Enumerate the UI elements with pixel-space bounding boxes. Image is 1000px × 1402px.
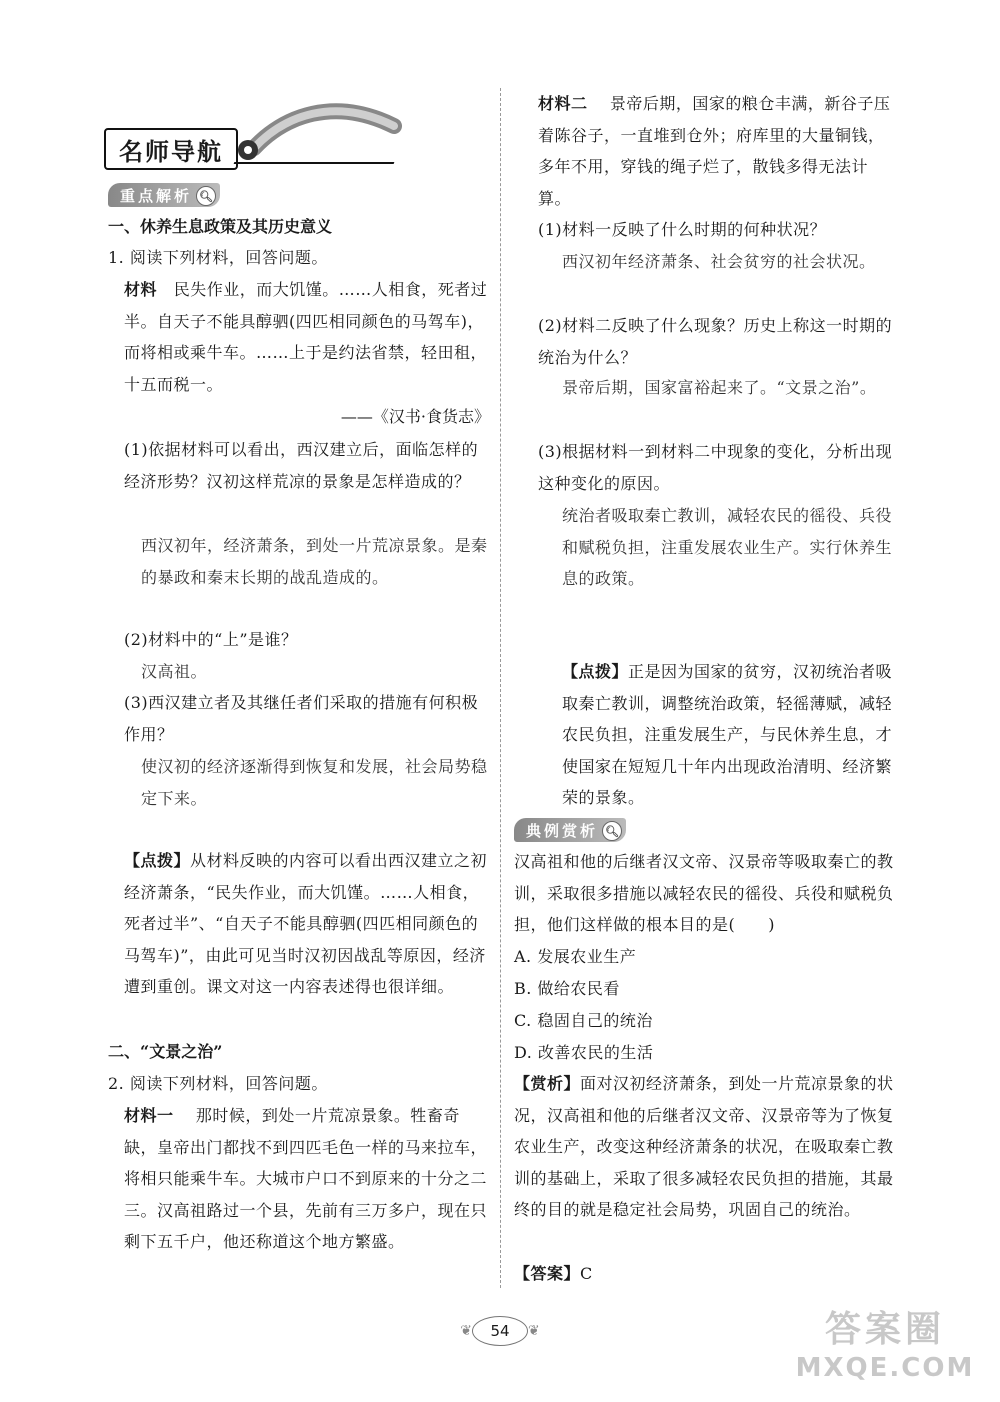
q1-intro: 1. 阅读下列材料，回答问题。 (108, 248, 328, 267)
q1-2-question: (2)材料中的“上”是谁？ (124, 630, 298, 649)
q1-2-answer: 汉高祖。 (141, 662, 208, 681)
magnifier-icon: 🔍︎ (602, 821, 622, 841)
ornament-left-icon: ❦ (460, 1323, 472, 1339)
q2-material1-text: 那时候，到处一片荒凉景象。牲畜奇缺，皇帝出门都找不到四匹毛色一样的马来拉车，将相只能乘牛车。大城市户口不到原来的十分之二三。汉高祖路过一个县，先前有三万多户，现在只剩下五千户，他还称道这个地方繁盛。 (124, 1106, 488, 1251)
q2-1-question: (1)材料一反映了什么时期的何种状况？ (538, 220, 827, 239)
banner-decoration-icon (224, 96, 404, 166)
section-banner (104, 118, 294, 172)
tag-key-analysis (108, 183, 220, 207)
q1-3-answer: 使汉初的经济逐渐得到恢复和发展，社会局势稳定下来。 (141, 757, 488, 808)
answer-value: C (580, 1264, 593, 1283)
tag-label: 典例赏析 (526, 821, 599, 840)
q1-3-question: (3)西汉建立者及其继任者们采取的措施有何积极作用？ (124, 693, 479, 744)
q2-tip-label: 【点拨】 (562, 662, 629, 681)
column-divider (500, 88, 501, 1288)
q2-2-answer: 景帝后期，国家富裕起来了。“文景之治”。 (562, 378, 877, 397)
tag-example-analysis (514, 818, 626, 842)
q2-tip-text: 正是因为国家的贫穷，汉初统治者吸取秦亡教训，调整统治政策，轻徭薄赋，减轻农民负担，注重发展生产，与民休养生息，才使国家在短短几十年内出现政治清明、经济繁荣的景象。 (562, 662, 893, 807)
watermark-line2: MXQE.COM (795, 1353, 975, 1383)
option-c: C. 稳固自己的统治 (514, 1011, 653, 1030)
q2-material2-label: 材料二 (538, 94, 588, 113)
page-number: 54 (472, 1316, 528, 1346)
analysis-text: 面对汉初经济萧条，到处一片荒凉景象的状况，汉高祖和他的后继者汉文帝、汉景帝等为了恢复农业生产，改变这种经济萧条的状况，在吸取秦亡教训的基础上，采取了很多减轻农民负担的措施，其最终的目的就是稳定社会局势，巩固自己的统治。 (514, 1074, 894, 1219)
watermark-line1: 答案圈 (824, 1309, 945, 1350)
example-question: 汉高祖和他的后继者汉文帝、汉景帝等吸取秦亡的教训，采取很多措施以减轻农民的徭役、兵役和赋税负担，他们这样做的根本目的是( ) (514, 852, 894, 934)
option-b: B. 做给农民看 (514, 979, 620, 998)
q2-intro: 2. 阅读下列材料，回答问题。 (108, 1074, 328, 1093)
q1-material-label: 材料 (124, 280, 158, 299)
q1-material-text: 民失作业，而大饥馑。……人相食，死者过半。自天子不能具醇驷(四匹相同颜色的马驾车)，而将相或乘牛车。……上于是约法省禁，轻田租，十五而税一。 (124, 280, 488, 394)
ornament-right-icon: ❦ (528, 1323, 540, 1339)
banner-title: 名师导航 (104, 128, 238, 170)
section2-heading: 二、“文景之治” (108, 1042, 223, 1061)
answer-label: 【答案】 (514, 1264, 581, 1283)
example-analysis (514, 1068, 896, 1226)
tag-label: 重点解析 (120, 186, 193, 205)
q1-tip-text: 从材料反映的内容可以看出西汉建立之初经济萧条，“民失作业，而大饥馑。……人相食，死者过半”、“自天子不能具醇驷(四匹相同颜色的马驾车)”，由此可见当时汉初因战乱等原因，经济遭到重创。课文对这一内容表述得也很详细。 (124, 851, 488, 996)
analysis-label: 【赏析】 (514, 1074, 581, 1093)
section1-heading: 一、休养生息政策及其历史意义 (108, 217, 333, 236)
page-number-badge (455, 1315, 545, 1347)
q2-material2-text: 景帝后期，国家的粮仓丰满，新谷子压着陈谷子，一直堆到仓外；府库里的大量铜钱，多年不用，穿钱的绳子烂了，散钱多得无法计算。 (538, 94, 891, 208)
q2-material1-label: 材料一 (124, 1106, 174, 1125)
q1-tip-label: 【点拨】 (124, 851, 191, 870)
q2-3-question: (3)根据材料一到材料二中现象的变化，分析出现这种变化的原因。 (538, 442, 893, 493)
magnifier-icon: 🔍︎ (196, 186, 216, 206)
banner-underline (234, 162, 395, 164)
watermark-logo (780, 1308, 990, 1388)
q1-1-answer: 西汉初年，经济萧条，到处一片荒凉景象。是秦的暴政和秦末长期的战乱造成的。 (141, 536, 488, 587)
q2-2-question: (2)材料二反映了什么现象？历史上称这一时期的统治为什么？ (538, 316, 893, 367)
q2-material1 (124, 1100, 490, 1258)
q1-1-question: (1)依据材料可以看出，西汉建立后，面临怎样的经济形势？汉初这样荒凉的景象是怎样造成的？ (124, 440, 479, 491)
option-a: A. 发展农业生产 (514, 947, 637, 966)
q2-3-answer: 统治者吸取秦亡教训，减轻农民的徭役、兵役和赋税负担，注重发展农业生产。实行休养生息的政策。 (562, 506, 893, 588)
q1-source: ——《汉书·食货志》 (340, 407, 490, 426)
option-d: D. 改善农民的生活 (514, 1043, 654, 1062)
q2-tip (562, 656, 896, 814)
q2-1-answer: 西汉初年经济萧条、社会贫穷的社会状况。 (562, 252, 876, 271)
q1-tip (124, 845, 490, 1003)
q1-material (124, 274, 490, 400)
q2-material2 (538, 88, 896, 214)
example-answer (514, 1258, 896, 1290)
